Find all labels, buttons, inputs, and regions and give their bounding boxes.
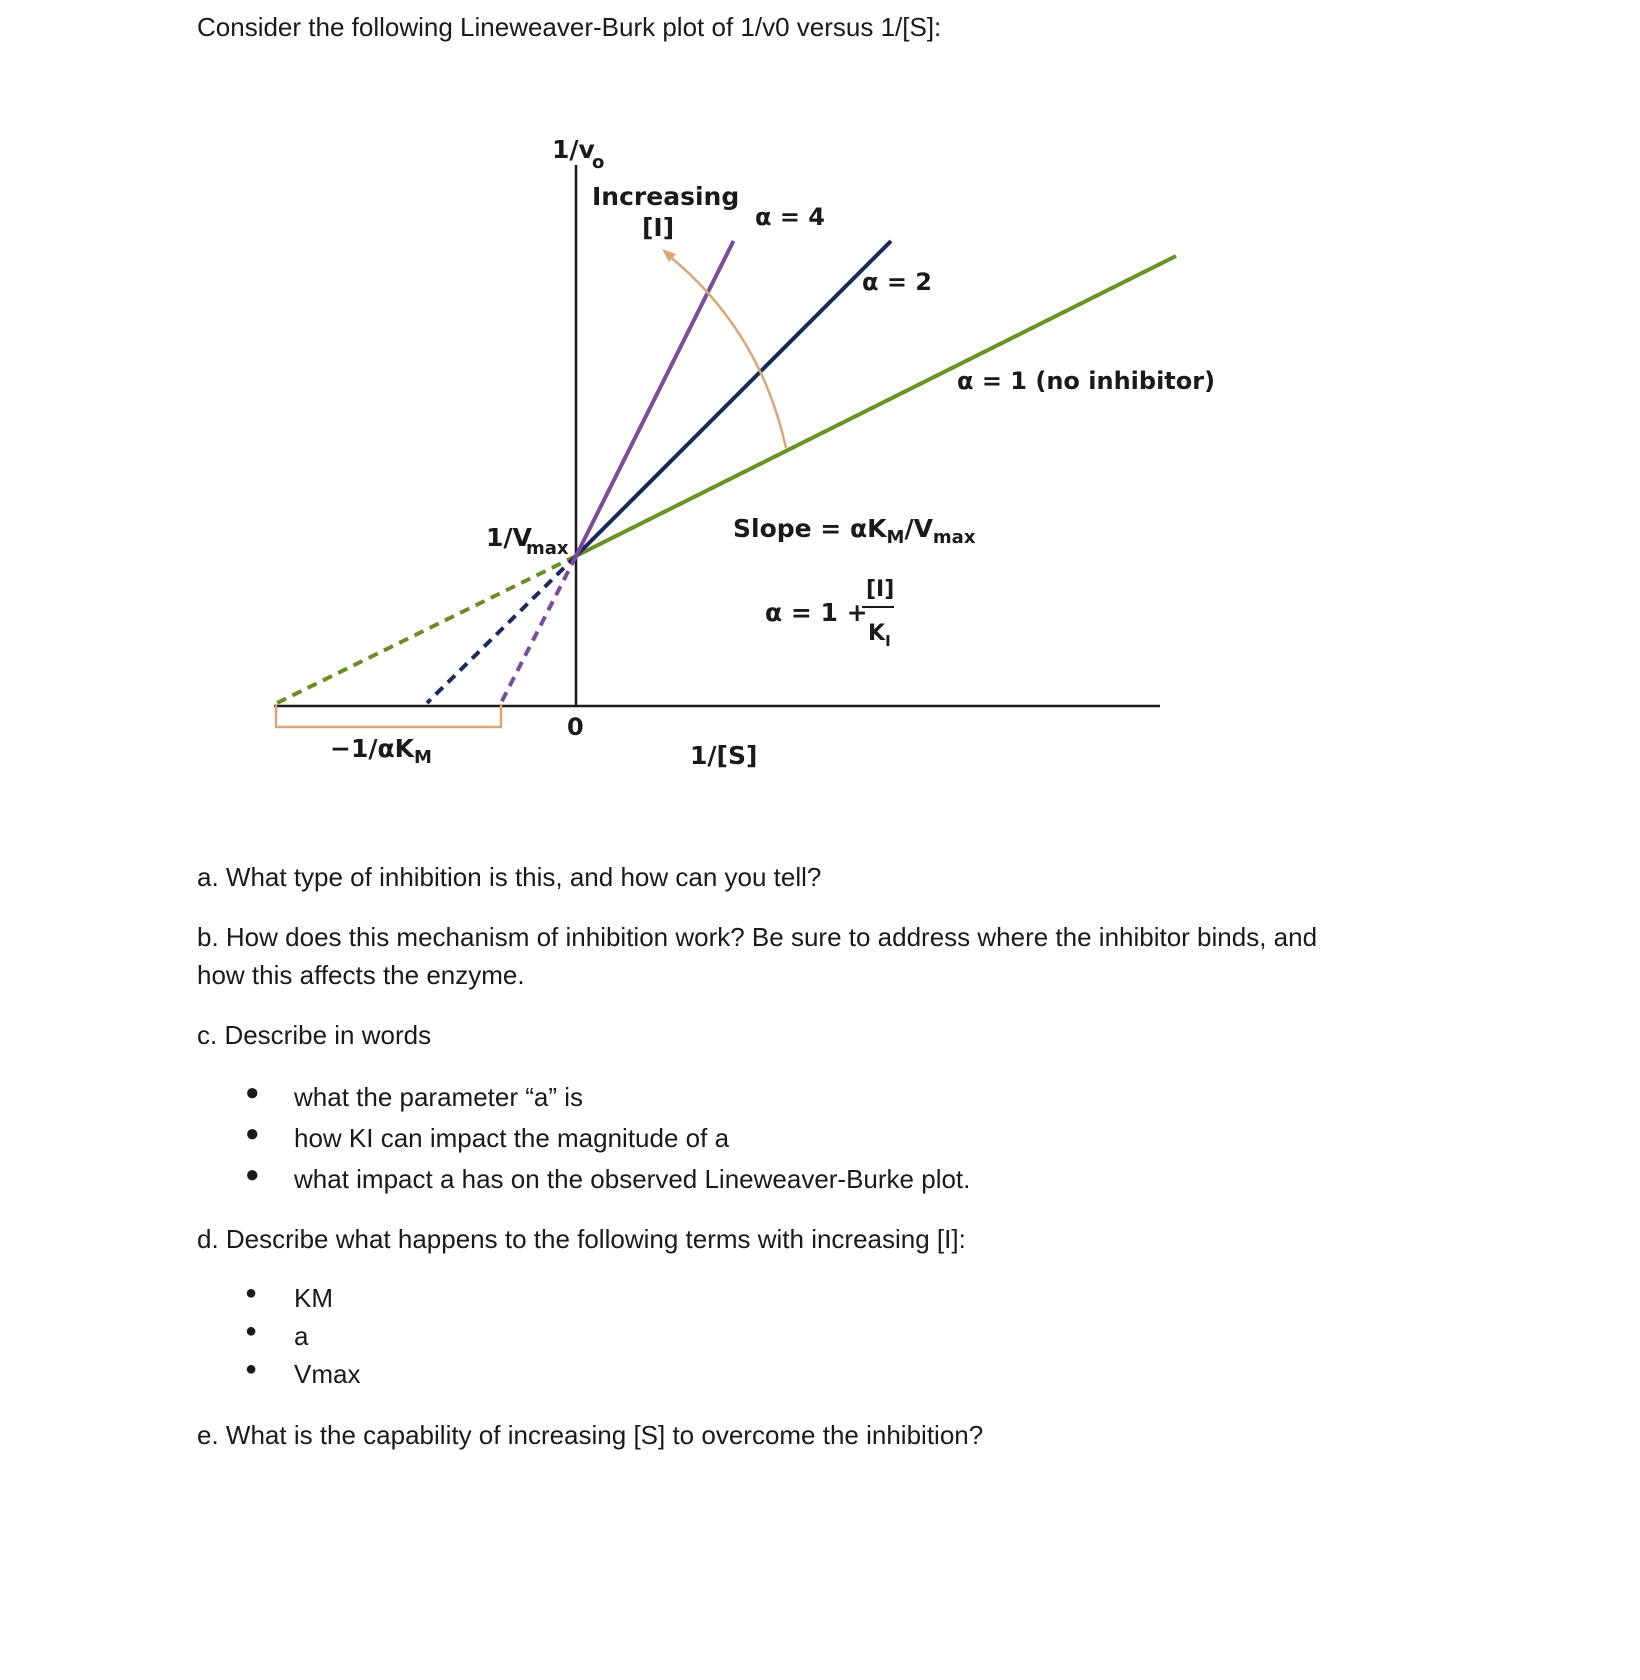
alpha1-label: α = 1 (no inhibitor) bbox=[957, 367, 1216, 395]
list-item: Vmax bbox=[294, 1359, 361, 1389]
x-intercept-label: $-1/\alpha K_M$ bbox=[330, 734, 432, 768]
alpha4-extrapolation bbox=[501, 556, 576, 703]
list-item: a bbox=[294, 1321, 309, 1351]
question-b-line2: how this affects the enzyme. bbox=[197, 960, 525, 990]
bullet: ● bbox=[245, 1282, 258, 1304]
list-item: what the parameter “a” is bbox=[294, 1082, 584, 1112]
frac-numerator: [I] bbox=[866, 577, 895, 602]
alpha1-line bbox=[576, 256, 1176, 556]
list-item: how KI can impact the magnitude of a bbox=[294, 1123, 730, 1153]
question-e: e. What is the capability of increasing [S] to overcome the inhibition? bbox=[197, 1420, 984, 1450]
question-a: a. What type of inhibition is this, and how can you tell? bbox=[197, 862, 822, 892]
slope-label: Slope = $\alpha K_M/V_{max}$ bbox=[733, 514, 976, 548]
alpha2-extrapolation bbox=[427, 556, 576, 703]
alpha2-label: α = 2 bbox=[862, 268, 933, 296]
list-item: KM bbox=[294, 1283, 333, 1313]
increasing-label-2: [I] bbox=[642, 213, 675, 242]
x-intercept-bracket bbox=[276, 704, 501, 727]
question-d: d. Describe what happens to the following terms with increasing [I]: bbox=[197, 1224, 966, 1254]
intercept-sub: max bbox=[526, 538, 569, 559]
lineweaver-burk-plot bbox=[0, 0, 1640, 800]
question-c: c. Describe in words bbox=[197, 1020, 432, 1050]
intercept-label: 1/V bbox=[486, 523, 532, 552]
y-axis-label: 1/v bbox=[552, 135, 595, 164]
bullet: ● bbox=[245, 1320, 258, 1342]
increasing-label-1: Increasing bbox=[592, 182, 740, 211]
question-b-line1: b. How does this mechanism of inhibition work? Be sure to address where the inhibitor binds, and bbox=[197, 922, 1318, 952]
alpha1-extrapolation bbox=[277, 556, 576, 703]
alpha4-line bbox=[576, 241, 734, 556]
list-item: what impact a has on the observed Lineweaver-Burke plot. bbox=[294, 1164, 971, 1194]
alpha-equation: α = 1 + bbox=[765, 598, 868, 627]
alpha2-line bbox=[576, 241, 891, 556]
alpha4-label: α = 4 bbox=[755, 203, 826, 231]
bullet: ● bbox=[245, 1120, 260, 1147]
bullet: ● bbox=[245, 1079, 260, 1106]
frac-denominator: $K_I$ bbox=[868, 621, 891, 650]
increasing-arrow bbox=[668, 255, 786, 448]
y-axis-sub: o bbox=[592, 152, 605, 173]
x-axis-label: 1/[S] bbox=[690, 741, 758, 770]
origin-label: 0 bbox=[567, 713, 584, 741]
bullet: ● bbox=[245, 1161, 260, 1188]
intro-text: Consider the following Lineweaver-Burk plot of 1/v0 versus 1/[S]: bbox=[197, 12, 942, 42]
bullet: ● bbox=[245, 1358, 258, 1380]
